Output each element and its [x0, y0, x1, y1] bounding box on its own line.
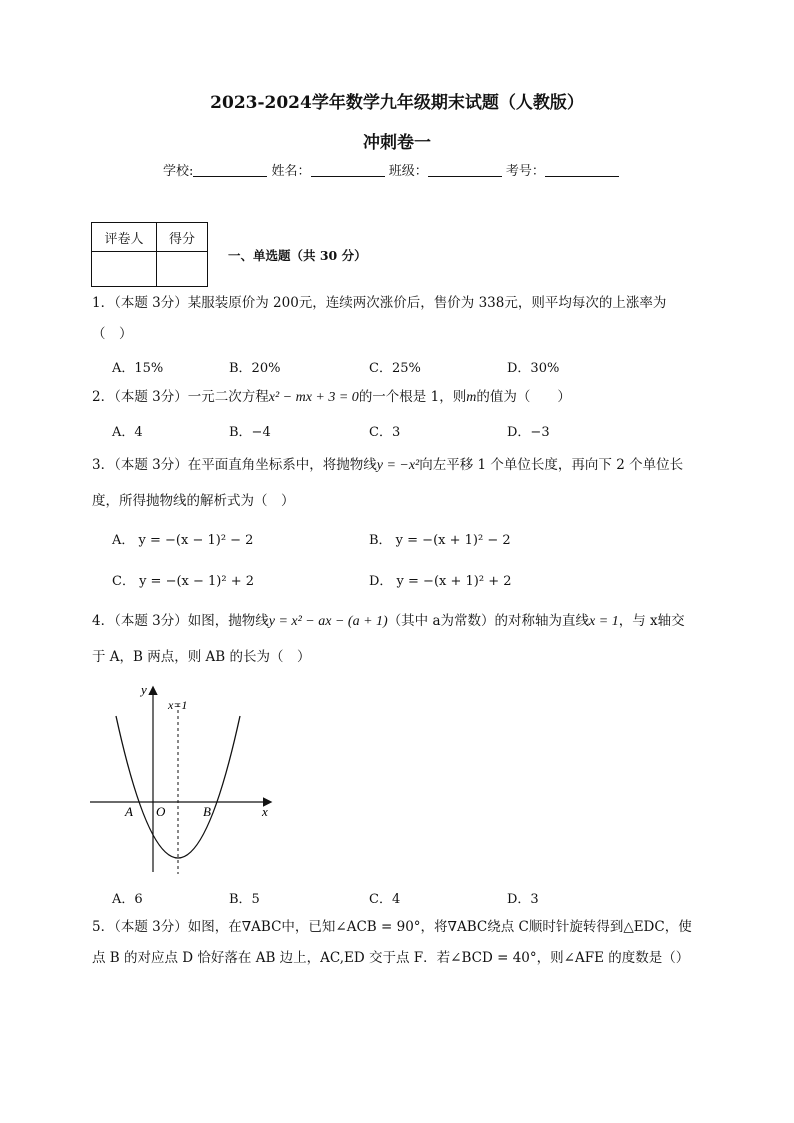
q4-equation-2: x = 1	[589, 614, 619, 629]
score-cell[interactable]	[157, 252, 208, 287]
y-label: y	[141, 682, 147, 697]
origin-label: O	[156, 804, 166, 819]
point-b-label: B	[203, 804, 211, 819]
name-blank[interactable]	[311, 164, 385, 177]
school-blank[interactable]	[193, 164, 267, 177]
id-blank[interactable]	[545, 164, 619, 177]
q4-equation: y = x² − ax − (a + 1)	[268, 614, 388, 629]
q3-option-c[interactable]: C． y = −(x − 1)² + 2	[112, 574, 255, 589]
class-blank[interactable]	[428, 164, 502, 177]
q2-option-b[interactable]: B．−4	[229, 425, 271, 440]
q4-option-c[interactable]: C．4	[369, 892, 401, 907]
q2-option-a[interactable]: A．4	[112, 425, 143, 440]
symmetry-axis-label: x=1	[168, 698, 188, 712]
school-label: 学校:	[163, 164, 194, 179]
section-title: 一、单选题（共 30 分）	[228, 248, 367, 263]
grader-header: 评卷人	[92, 223, 157, 252]
page-title: 2023-2024学年数学九年级期末试题（人教版）	[210, 93, 584, 113]
question-3-text-2: 度，所得抛物线的解析式为（ ）	[92, 493, 295, 509]
q4-option-a[interactable]: A．6	[112, 892, 143, 907]
q4-mid: （其中 a为常数）的对称轴为直线	[387, 613, 590, 629]
q3-equation: y = −x²	[376, 458, 420, 473]
question-5-text-2: 点 B 的对应点 D 恰好落在 AB 边上，AC,ED 交于点 F．若∠BCD = 40°，则∠AFE 的度数是（）	[92, 950, 690, 966]
q2-mid: 的一个根是 1，则	[358, 389, 467, 405]
q2-var: m	[466, 390, 477, 405]
question-5-text: 5．（本题 3分）如图，在∇ABC中，已知∠ACB = 90°，将∇ABC绕点 C顺时针旋转得到△EDC，使	[92, 919, 692, 935]
q4-option-d[interactable]: D．3	[507, 892, 539, 907]
q2-prefix: 2．（本题 3分）一元二次方程	[92, 389, 269, 405]
grader-cell[interactable]	[92, 252, 157, 287]
question-3-text	[92, 456, 683, 475]
q1-option-d[interactable]: D．30%	[507, 361, 560, 376]
q3-option-a[interactable]: A． y = −(x − 1)² − 2	[112, 533, 254, 548]
q1-option-b[interactable]: B．20%	[229, 361, 281, 376]
q2-suffix: 的值为（ ）	[476, 389, 571, 405]
question-1-text: 1．（本题 3分）某服装原价为 200元，连续两次涨价后，售价为 338元，则平均每次的上涨率为	[92, 295, 667, 311]
q3-prefix: 3．（本题 3分）在平面直角坐标系中，将抛物线	[92, 457, 377, 473]
score-table	[91, 222, 208, 287]
point-a-label: A	[125, 804, 133, 819]
q4-option-b[interactable]: B．5	[229, 892, 260, 907]
question-1-paren: （ ）	[92, 326, 133, 342]
q4-prefix: 4．（本题 3分）如图，抛物线	[92, 613, 269, 629]
q2-option-d[interactable]: D．−3	[507, 425, 550, 440]
q3-option-b[interactable]: B． y = −(x + 1)² − 2	[369, 533, 511, 548]
q2-equation: x² − mx + 3 = 0	[268, 390, 359, 405]
student-info-line	[163, 160, 619, 179]
id-label: 考号：	[505, 164, 545, 179]
q1-option-c[interactable]: C．25%	[369, 361, 421, 376]
q4-suffix: ，与 x轴交	[618, 613, 685, 629]
q1-option-a[interactable]: A．15%	[112, 361, 164, 376]
question-2-text	[92, 388, 571, 407]
question-4-text-2: 于 A，B 两点，则 AB 的长为（ ）	[92, 649, 311, 665]
question-4-text	[92, 612, 685, 631]
q2-option-c[interactable]: C．3	[369, 425, 401, 440]
q3-suffix: 向左平移 1 个单位长度，再向下 2 个单位长	[419, 457, 684, 473]
page-subtitle: 冲刺卷一	[363, 133, 431, 153]
x-label: x	[262, 804, 268, 819]
score-header: 得分	[157, 223, 208, 252]
class-label: 班级：	[388, 164, 428, 179]
q3-option-d[interactable]: D． y = −(x + 1)² + 2	[369, 574, 512, 589]
name-label: 姓名：	[271, 164, 311, 179]
parabola-figure	[88, 676, 280, 876]
